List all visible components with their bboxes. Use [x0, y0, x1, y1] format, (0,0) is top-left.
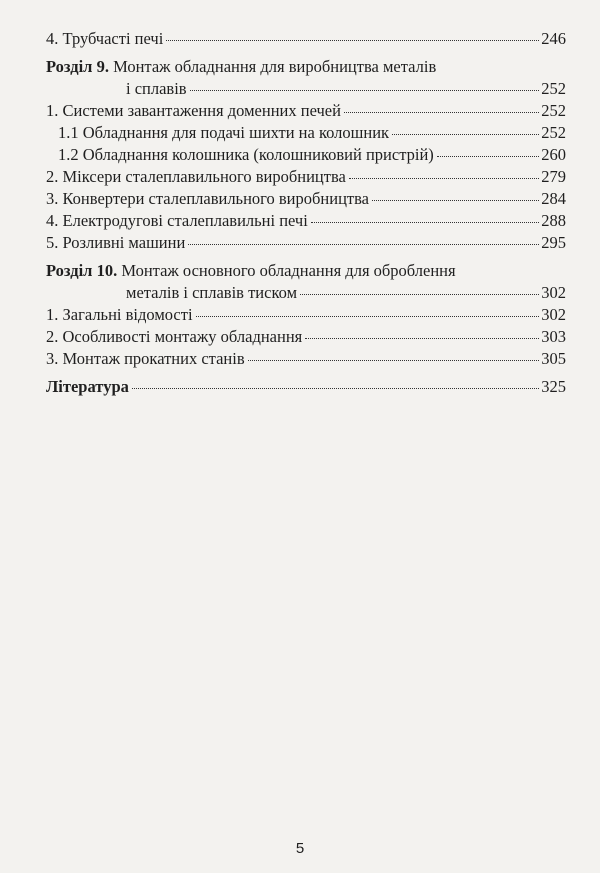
toc-page-number: 302 [541, 305, 566, 324]
toc-entry [46, 188, 566, 210]
section-title-cont: і сплавів [126, 79, 187, 98]
toc-entry [46, 326, 566, 348]
dot-leader [166, 40, 539, 41]
toc-page-number: 305 [541, 349, 566, 368]
toc-entry-label: Література [46, 377, 129, 396]
toc-entry-label: 1. Загальні відомості [46, 305, 193, 324]
toc-section-heading [46, 56, 436, 78]
toc-entry-label: 1.1 Обладнання для подачі шихти на колошник [58, 123, 390, 142]
toc-entry-label: 1. Системи завантаження доменних печей [46, 101, 341, 120]
dot-leader [132, 388, 539, 389]
dot-leader [248, 360, 540, 361]
toc-section-heading-cont [46, 282, 566, 304]
toc-page-number: 252 [541, 101, 566, 120]
toc-page-number: 252 [541, 79, 566, 98]
dot-leader [305, 338, 539, 339]
dot-leader [392, 134, 539, 135]
toc-page-number: 260 [541, 145, 566, 164]
dot-leader [311, 222, 539, 223]
toc-subentry [46, 144, 566, 166]
toc-page-number: 288 [541, 211, 566, 230]
toc-entry-label: 1.2 Обладнання колошника (колошниковий пристрій) [58, 145, 434, 164]
dot-leader [349, 178, 539, 179]
toc-entry-bibliography [46, 376, 566, 398]
dot-leader [196, 316, 540, 317]
section-title: Монтаж обладнання для виробництва металів [113, 57, 437, 76]
page-number: 5 [295, 840, 305, 857]
toc-entry-label: 3. Монтаж прокатних станів [46, 349, 245, 368]
toc-entry [46, 348, 566, 370]
toc-page-number: 284 [541, 189, 566, 208]
toc-entry-label: 2. Особливості монтажу обладнання [46, 327, 303, 346]
toc-entry-label: 4. Електродугові сталеплавильні печі [46, 211, 308, 230]
section-title-cont: металів і сплавів тиском [126, 283, 298, 302]
dot-leader [188, 244, 539, 245]
toc-page-number: 246 [541, 29, 566, 48]
section-number: Розділ 9. [46, 57, 109, 76]
dot-leader [437, 156, 539, 157]
toc-page-number: 252 [541, 123, 566, 142]
toc-entry [46, 210, 566, 232]
toc-section-heading [46, 260, 456, 282]
toc-entry-label: 5. Розливні машини [46, 233, 186, 252]
dot-leader [372, 200, 539, 201]
section-title: Монтаж основного обладнання для оброблення [121, 261, 456, 280]
toc-entry-label: 3. Конвертери сталеплавильного виробництва [46, 189, 370, 208]
toc-entry [46, 100, 566, 122]
dot-leader [190, 90, 540, 91]
toc-entry [46, 304, 566, 326]
toc-page-number: 279 [541, 167, 566, 186]
toc-page-number: 295 [541, 233, 566, 252]
toc-section-heading-cont [46, 78, 566, 100]
dot-leader [300, 294, 539, 295]
toc-entry-label: 2. Міксери сталеплавильного виробництва [46, 167, 346, 186]
dot-leader [344, 112, 539, 113]
toc-entry-label: 4. Трубчасті печі [46, 29, 164, 48]
toc-page-number: 325 [541, 377, 566, 396]
section-number: Розділ 10. [46, 261, 118, 280]
toc-entry [46, 166, 566, 188]
toc-page-number: 303 [541, 327, 566, 346]
toc-subentry [46, 122, 566, 144]
toc-page-number: 302 [541, 283, 566, 302]
toc-entry [46, 232, 566, 254]
toc-entry [46, 28, 566, 50]
